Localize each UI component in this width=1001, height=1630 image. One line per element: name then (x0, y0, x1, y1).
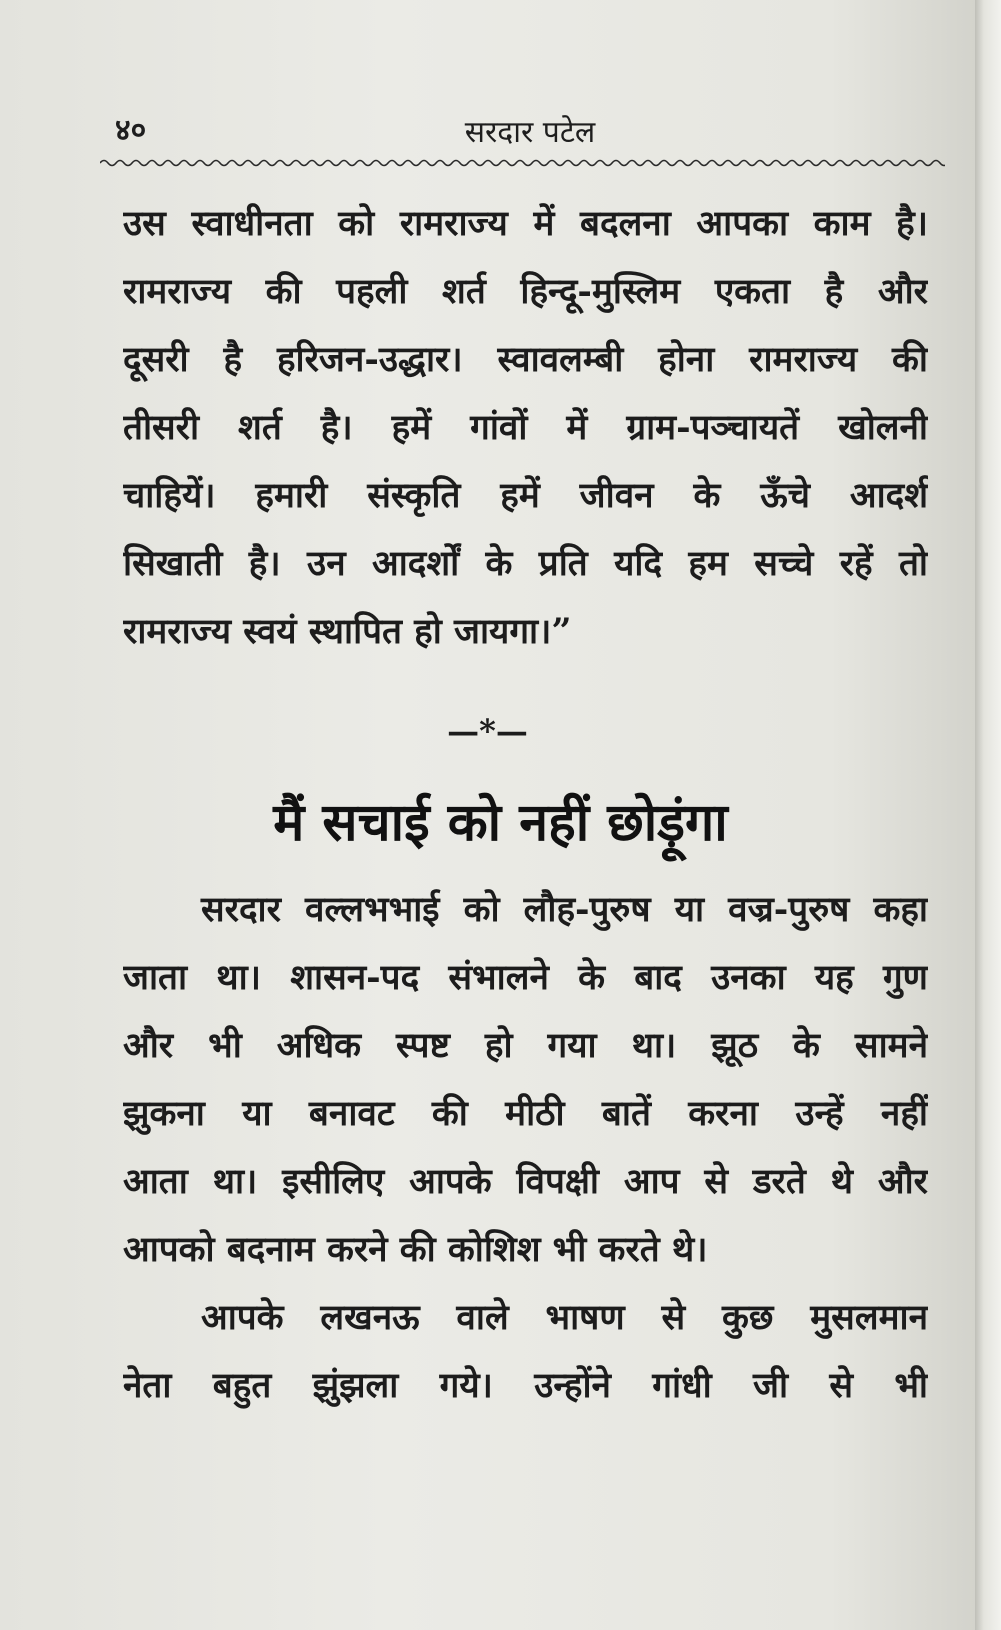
text-line: रामराज्य स्वयं स्थापित हो जायगा।” (123, 611, 572, 652)
text-line: और भी अधिक स्पष्ट हो गया था। झूठ के सामने (123, 1025, 928, 1066)
text-line: तीसरी शर्त है। हमें गांवों में ग्राम-पञ्चायतें खोलनी (123, 407, 928, 448)
page-edge (975, 0, 1001, 1630)
text-line: आपको बदनाम करने की कोशिश भी करते थे। (123, 1229, 708, 1270)
section-heading: मैं सचाई को नहीं छोड़ूंगा (273, 792, 728, 853)
text-line: उस स्वाधीनता को रामराज्य में बदलना आपका काम है। (123, 203, 928, 244)
page-header (115, 108, 945, 158)
page-number: ४० (115, 113, 147, 148)
text-line: आता था। इसीलिए आपके विपक्षी आप से डरते थे और (123, 1161, 928, 1202)
text-line: रामराज्य की पहली शर्त हिन्दू-मुस्लिम एकता है और (123, 271, 928, 312)
text-line: दूसरी है हरिजन-उद्धार। स्वावलम्बी होना रामराज्य की (123, 339, 928, 380)
text-line: सरदार वल्लभभाई को लौह-पुरुष या वज्र-पुरुष कहा (201, 889, 928, 930)
section-separator: —*— (447, 712, 528, 750)
wavy-rule (100, 156, 945, 170)
paragraph-1 (123, 190, 928, 666)
text-line: झुकना या बनावट की मीठी बातें करना उन्हें नहीं (123, 1093, 928, 1134)
running-title: सरदार पटेल (464, 115, 596, 150)
paragraph-2 (123, 876, 928, 1284)
text-line: जाता था। शासन-पद संभालने के बाद उनका यह गुण (123, 957, 928, 998)
text-line: नेता बहुत झुंझला गये। उन्होंने गांधी जी से भी (123, 1365, 928, 1406)
text-line: सिखाती है। उन आदर्शों के प्रति यदि हम सच्चे रहें तो (123, 543, 928, 584)
text-line: आपके लखनऊ वाले भाषण से कुछ मुसलमान (201, 1297, 928, 1338)
paragraph-3 (123, 1284, 928, 1420)
text-line: चाहियें। हमारी संस्कृति हमें जीवन के ऊँचे आदर्श (123, 475, 928, 516)
